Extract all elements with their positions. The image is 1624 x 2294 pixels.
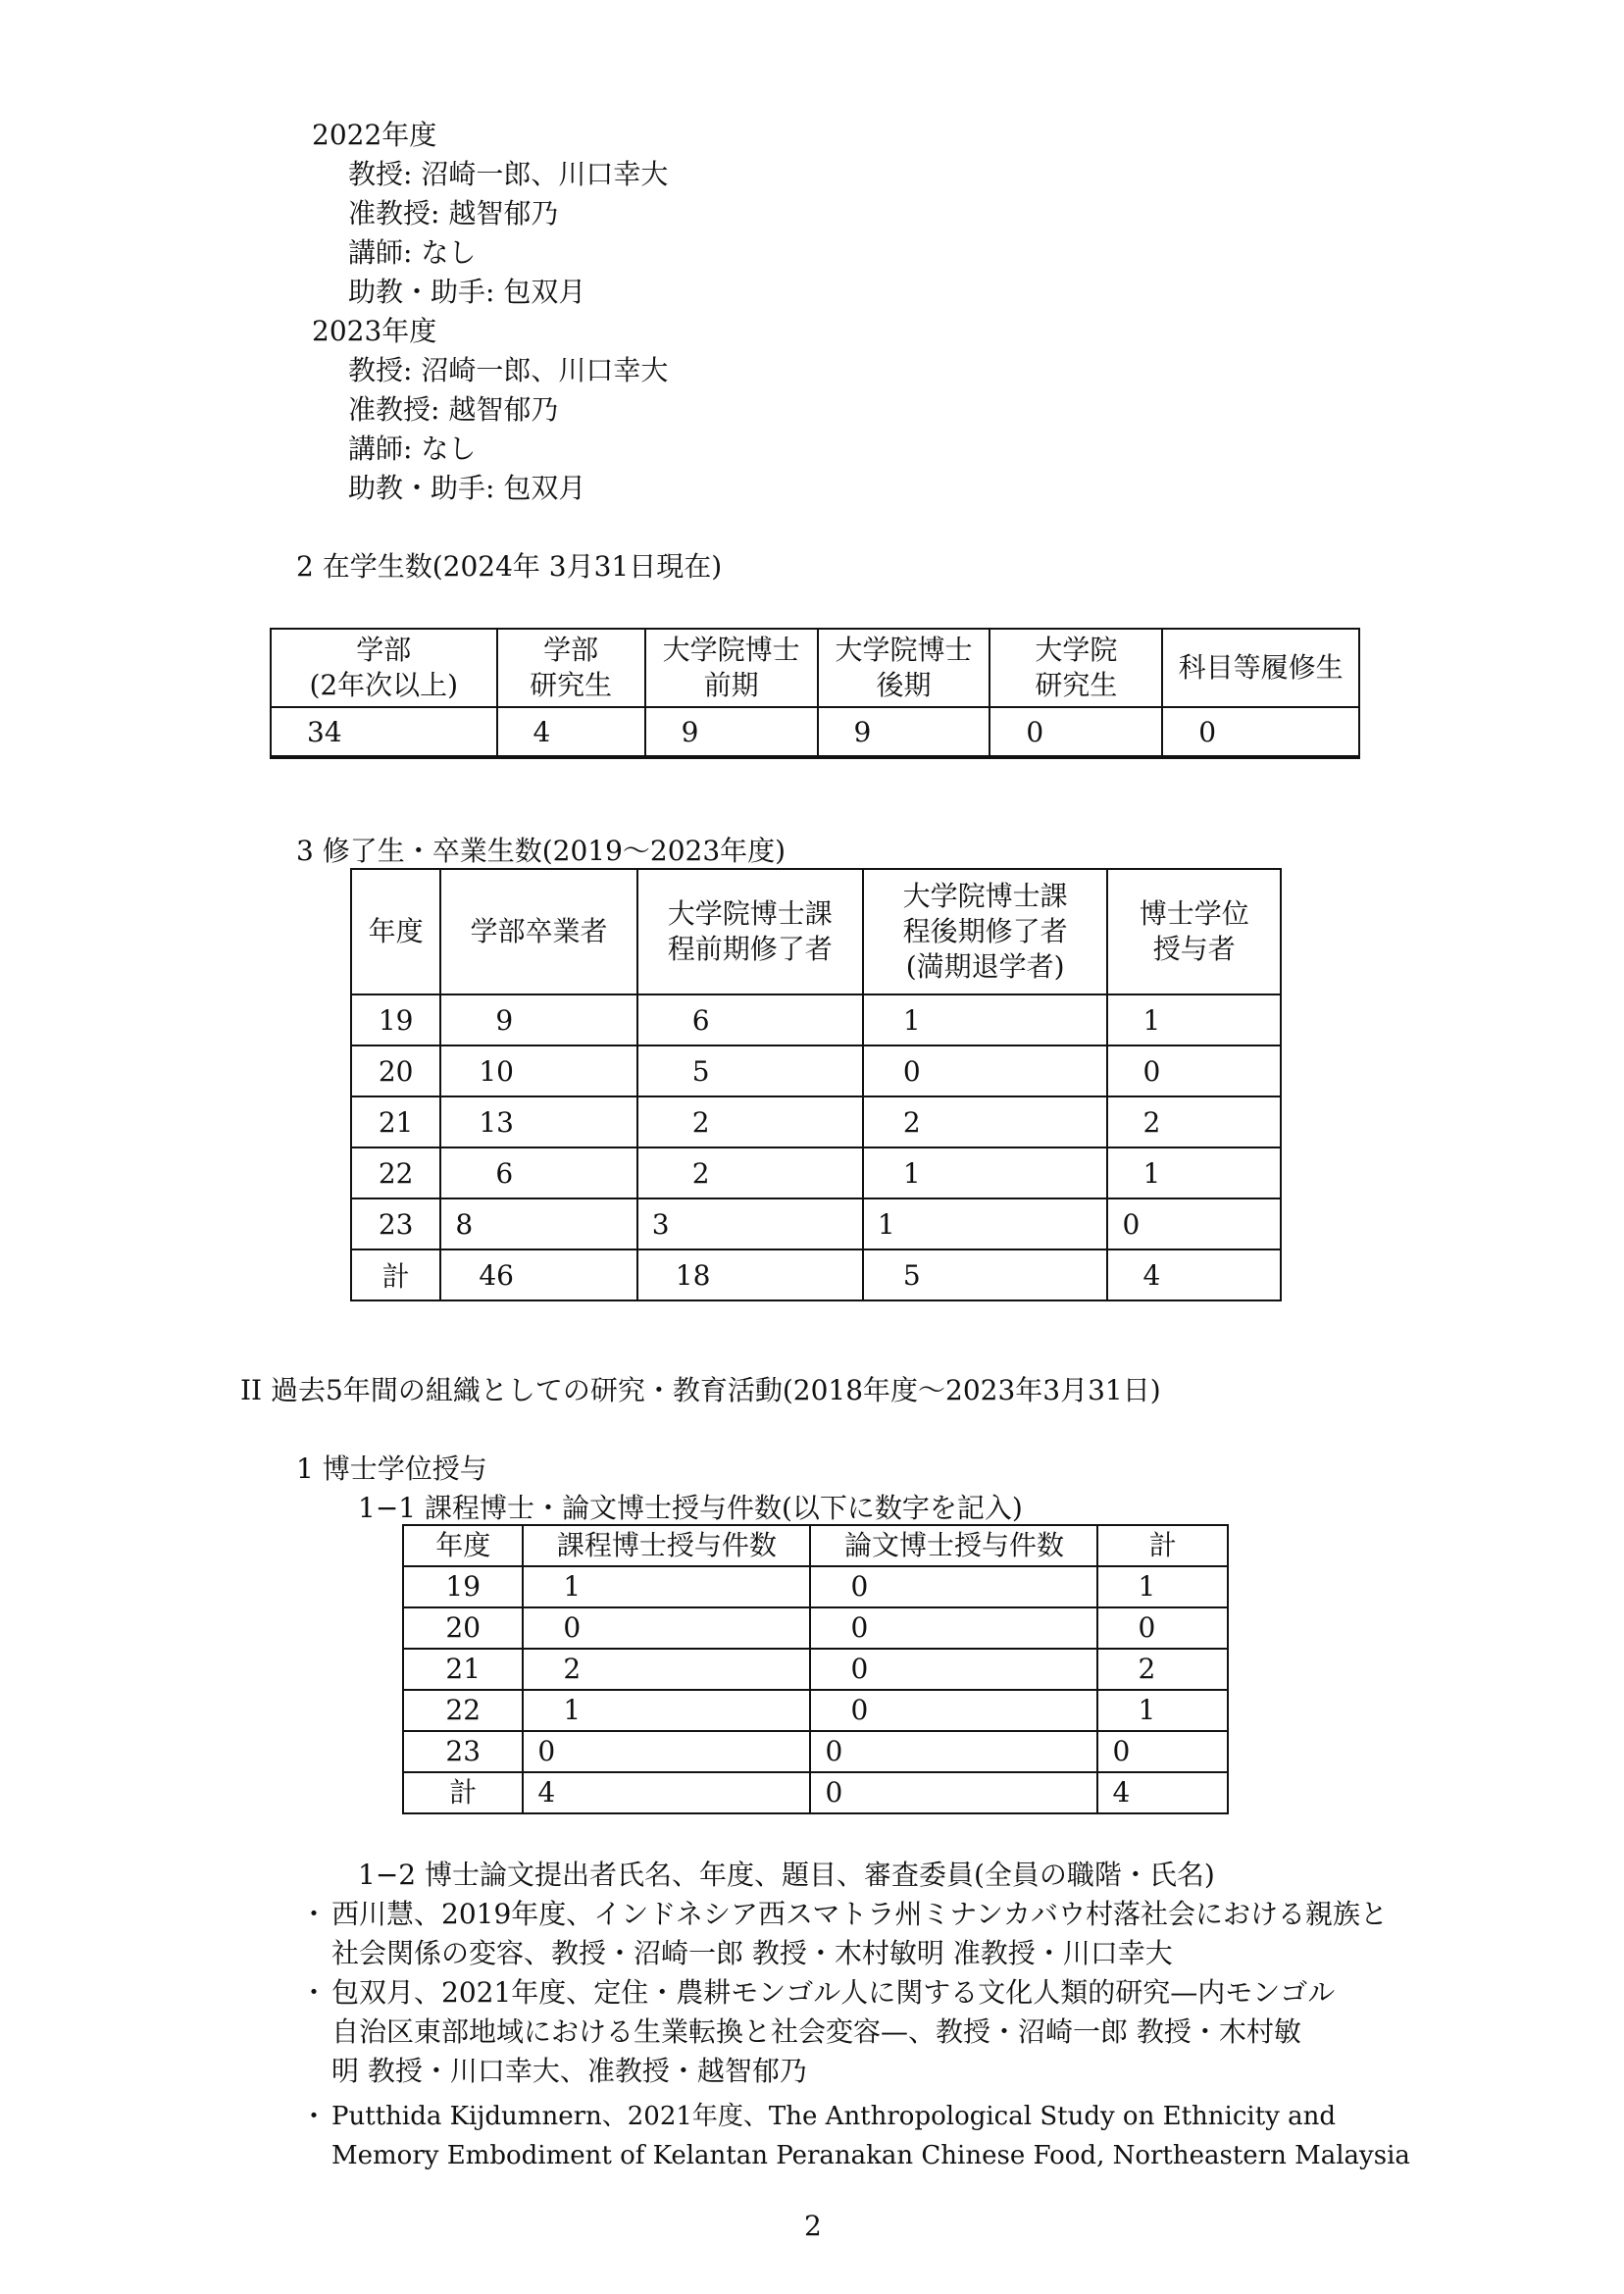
table-row: [351, 1198, 1281, 1249]
table-cell: 0: [810, 1731, 1097, 1772]
table-cell: 2: [863, 1096, 1108, 1147]
table-cell: 5: [637, 1045, 863, 1096]
table-cell: 18: [637, 1249, 863, 1300]
header-cell: 年度: [351, 869, 440, 994]
table-cell: 5: [863, 1249, 1108, 1300]
section3-heading: 3 修了生・卒業生数(2019〜2023年度): [296, 835, 787, 867]
table-row: [403, 1566, 1228, 1607]
enrollment-table: [270, 628, 1360, 759]
bullet-line: 社会関係の変容、教授・沼崎一郎 教授・木村敏明 准教授・川口幸大: [331, 1937, 1173, 1969]
table-row: [351, 1096, 1281, 1147]
table-row: [403, 1731, 1228, 1772]
table-row: [351, 1147, 1281, 1198]
staff-line: 講師: なし: [348, 236, 477, 269]
table-cell: 23: [351, 1198, 440, 1249]
header-cell: 博士学位 授与者: [1107, 869, 1281, 994]
table-cell: 10: [440, 1045, 636, 1096]
degree-table: [402, 1524, 1229, 1814]
year-heading-2022: 2022年度: [312, 119, 437, 151]
table-cell: 1: [1107, 1147, 1281, 1198]
staff-line: 教授: 沼崎一郎、川口幸大: [348, 158, 669, 190]
table-cell: 4: [523, 1772, 810, 1813]
table-cell: 2: [1107, 1096, 1281, 1147]
table-cell: 0: [1162, 707, 1359, 757]
table-cell: 9: [645, 707, 818, 757]
table-row: [403, 1649, 1228, 1690]
header-cell: 大学院博士 後期: [818, 629, 990, 707]
bullet-line: 明 教授・川口幸大、准教授・越智郁乃: [331, 2055, 807, 2087]
table-cell: 0: [523, 1607, 810, 1649]
table-cell: 2: [637, 1096, 863, 1147]
sectionII-heading: II 過去5年間の組織としての研究・教育活動(2018年度〜2023年3月31日): [240, 1374, 1161, 1406]
table-row: [351, 1249, 1281, 1300]
table-cell: 0: [810, 1607, 1097, 1649]
table-cell: 0: [990, 707, 1162, 757]
table-cell: 19: [351, 994, 440, 1045]
table-cell: 0: [810, 1566, 1097, 1607]
bullet-marker: ・: [300, 1898, 329, 1930]
sub1-2-heading: 1−2 博士論文提出者氏名、年度、題目、審査委員(全員の職階・氏名): [358, 1859, 1215, 1891]
graduates-table: [350, 868, 1282, 1301]
table-cell: 2: [523, 1649, 810, 1690]
table-cell: 46: [440, 1249, 636, 1300]
table-cell: 1: [523, 1566, 810, 1607]
header-cell: 年度: [403, 1525, 523, 1566]
table-cell: 22: [403, 1690, 523, 1731]
table-cell: 4: [497, 707, 645, 757]
header-cell: 計: [1097, 1525, 1228, 1566]
table-row: [351, 1045, 1281, 1096]
table-row: [403, 1607, 1228, 1649]
table-cell: 1: [1107, 994, 1281, 1045]
table-cell: 計: [403, 1772, 523, 1813]
table-cell: 2: [1097, 1649, 1228, 1690]
table-cell: 4: [1107, 1249, 1281, 1300]
header-cell: 大学院博士課 程前期修了者: [637, 869, 863, 994]
header-cell: 科目等履修生: [1162, 629, 1359, 707]
table-cell: 1: [863, 1198, 1108, 1249]
table-cell: 1: [1097, 1566, 1228, 1607]
table-cell: 4: [1097, 1772, 1228, 1813]
table-row: [403, 1772, 1228, 1813]
table-cell: 0: [1107, 1045, 1281, 1096]
table-cell: 20: [351, 1045, 440, 1096]
table-cell: 21: [351, 1096, 440, 1147]
table-cell: 計: [351, 1249, 440, 1300]
table-cell: 0: [810, 1649, 1097, 1690]
table-cell: 0: [1097, 1607, 1228, 1649]
table-cell: 6: [637, 994, 863, 1045]
table-cell: 1: [1097, 1690, 1228, 1731]
table-cell: 6: [440, 1147, 636, 1198]
table-cell: 1: [523, 1690, 810, 1731]
sub1-1-heading: 1−1 課程博士・論文博士授与件数(以下に数字を記入): [358, 1492, 1023, 1524]
table-cell: 0: [1097, 1731, 1228, 1772]
table-cell: 1: [863, 994, 1108, 1045]
bullet-line: Memory Embodiment of Kelantan Peranakan Chinese Food, Northeastern Malaysia: [331, 2141, 1410, 2170]
header-cell: 大学院博士課 程後期修了者 (満期退学者): [863, 869, 1108, 994]
staff-line: 教授: 沼崎一郎、川口幸大: [348, 354, 669, 386]
table-cell: 8: [440, 1198, 636, 1249]
bullet-marker: ・: [300, 2100, 329, 2132]
table-cell: 3: [637, 1198, 863, 1249]
table-cell: 9: [818, 707, 990, 757]
header-cell: 課程博士授与件数: [523, 1525, 810, 1566]
table-cell: 0: [810, 1690, 1097, 1731]
table-cell: 20: [403, 1607, 523, 1649]
table-cell: 22: [351, 1147, 440, 1198]
table-cell: 34: [271, 707, 497, 757]
table-row: [403, 1690, 1228, 1731]
table-cell: 19: [403, 1566, 523, 1607]
staff-line: 准教授: 越智郁乃: [348, 393, 559, 426]
bullet-line: 包双月、2021年度、定住・農耕モンゴル人に関する文化人類的研究—内モンゴル: [331, 1976, 1336, 2009]
section2-heading: 2 在学生数(2024年 3月31日現在): [296, 550, 723, 583]
header-cell: 大学院 研究生: [990, 629, 1162, 707]
header-cell: 学部卒業者: [440, 869, 636, 994]
table-cell: 2: [637, 1147, 863, 1198]
table-cell: 0: [863, 1045, 1108, 1096]
year-heading-2023: 2023年度: [312, 315, 437, 347]
header-cell: 大学院博士 前期: [645, 629, 818, 707]
table-cell: 0: [810, 1772, 1097, 1813]
bullet-line: 自治区東部地域における生業転換と社会変容—、教授・沼崎一郎 教授・木村敏: [331, 2015, 1301, 2048]
staff-line: 助教・助手: 包双月: [348, 276, 586, 308]
sub1-heading: 1 博士学位授与: [296, 1453, 487, 1485]
staff-line: 講師: なし: [348, 433, 477, 465]
page-number: 2: [804, 2210, 822, 2242]
bullet-line: 西川慧、2019年度、インドネシア西スマトラ州ミナンカバウ村落社会における親族と: [331, 1898, 1389, 1930]
table-cell: 1: [863, 1147, 1108, 1198]
header-cell: 学部 研究生: [497, 629, 645, 707]
header-cell: 学部 (2年次以上): [271, 629, 497, 707]
staff-line: 准教授: 越智郁乃: [348, 197, 559, 229]
table-cell: 23: [403, 1731, 523, 1772]
staff-line: 助教・助手: 包双月: [348, 472, 586, 504]
header-cell: 論文博士授与件数: [810, 1525, 1097, 1566]
table-cell: 0: [523, 1731, 810, 1772]
table-cell: 9: [440, 994, 636, 1045]
bullet-marker: ・: [300, 1976, 329, 2009]
table-cell: 0: [1107, 1198, 1281, 1249]
table-row: [351, 994, 1281, 1045]
bullet-line: Putthida Kijdumnern、2021年度、The Anthropological Study on Ethnicity and: [331, 2102, 1336, 2131]
table-cell: 13: [440, 1096, 636, 1147]
table-cell: 21: [403, 1649, 523, 1690]
